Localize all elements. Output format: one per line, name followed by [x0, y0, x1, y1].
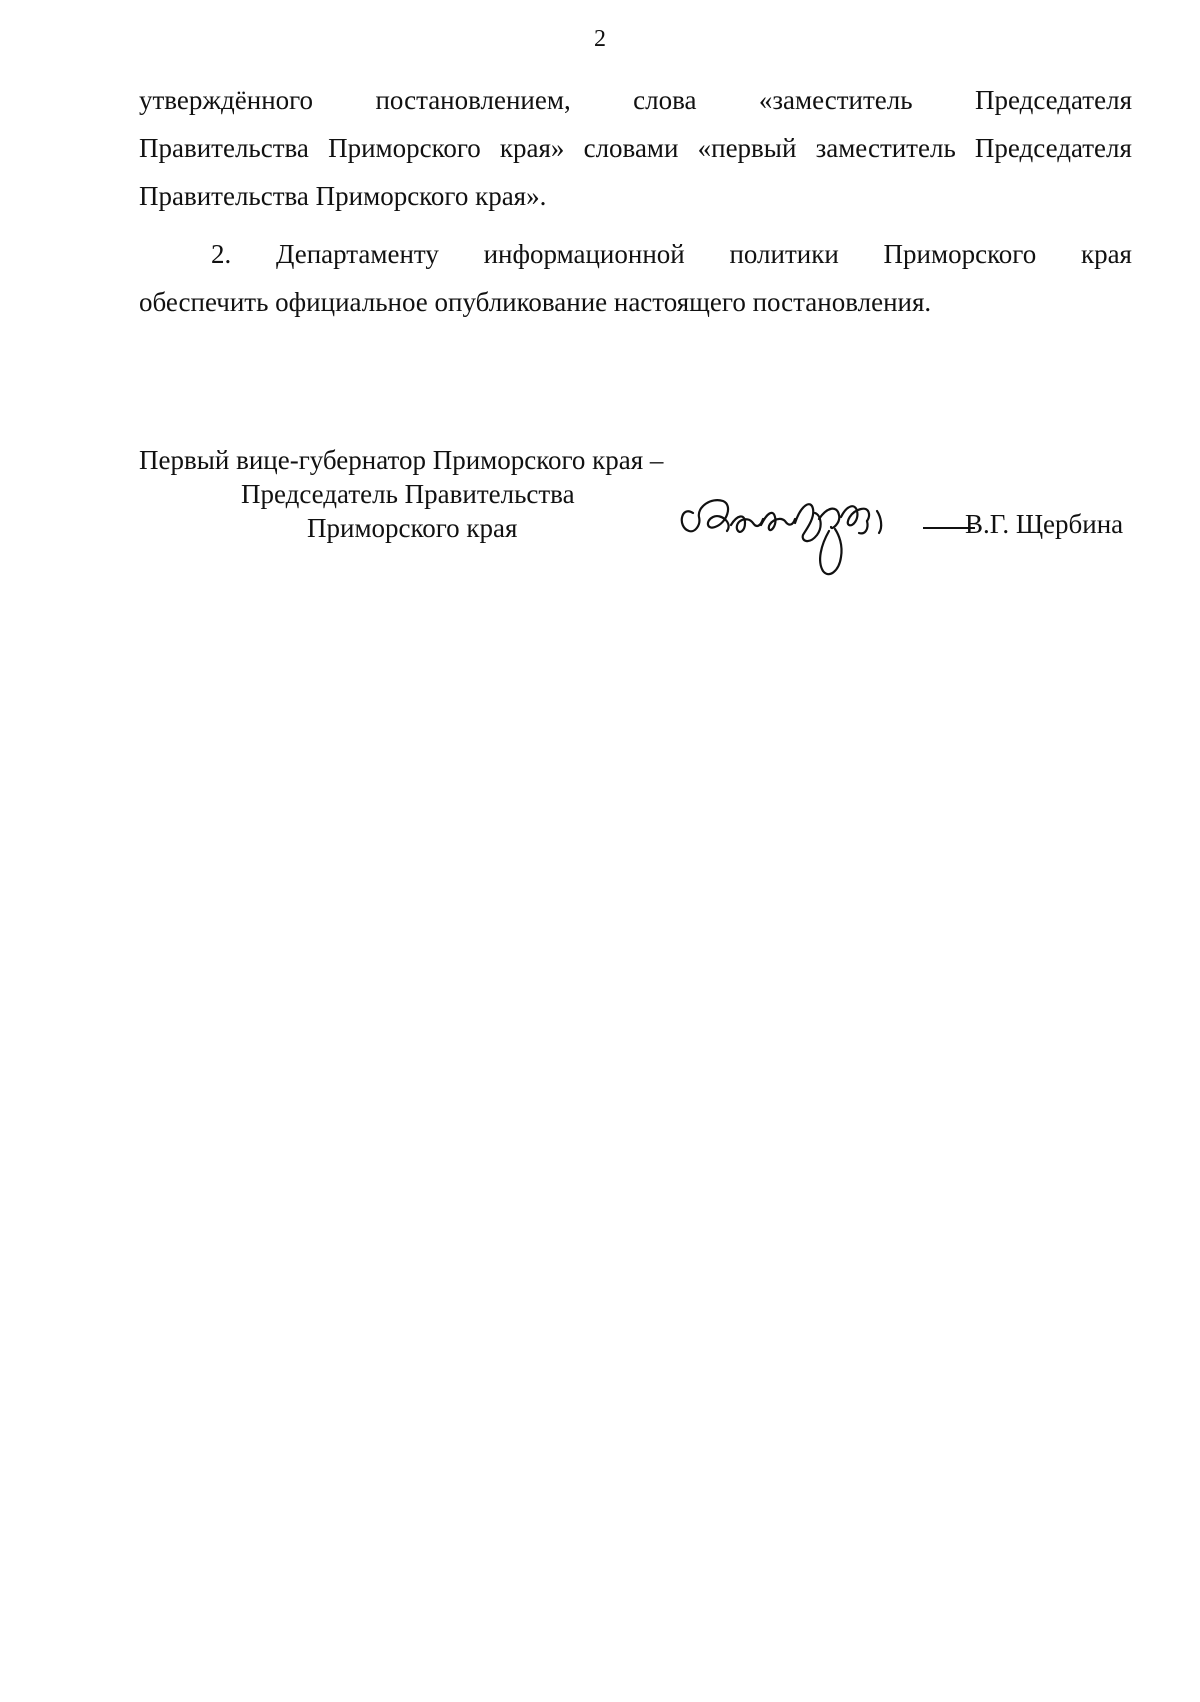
- word: «заместитель: [758, 85, 913, 115]
- word: постановлением,: [375, 85, 571, 115]
- word: Правительства: [139, 133, 309, 163]
- paragraph-2-line-2: обеспечить официальное опубликование настоящего постановления.: [139, 287, 932, 317]
- paragraph-1-line-1: [139, 76, 1132, 124]
- page-number: 2: [594, 26, 606, 52]
- word: информационной: [483, 239, 685, 269]
- word: слова: [633, 85, 697, 115]
- word: словами: [583, 133, 679, 163]
- word: Председателя: [974, 133, 1132, 163]
- signature-block: [139, 445, 1139, 605]
- handwritten-signature: [671, 475, 911, 585]
- word: утверждённого: [139, 85, 314, 115]
- signer-name: В.Г. Щербина: [965, 509, 1124, 539]
- word: Приморского: [883, 239, 1037, 269]
- paragraph-2: [139, 230, 1132, 326]
- word: политики: [729, 239, 839, 269]
- signer-title-line-2: Председатель Правительства: [241, 479, 575, 509]
- word: заместитель: [815, 133, 956, 163]
- word: 2.: [211, 239, 232, 269]
- document-body: [139, 76, 1132, 336]
- word: края: [1080, 239, 1132, 269]
- signer-title-line-3: Приморского края: [307, 513, 518, 543]
- paragraph-1-line-2: [139, 124, 1132, 172]
- signer-title-line-1: Первый вице-губернатор Приморского края –: [139, 445, 664, 475]
- word: «первый: [697, 133, 797, 163]
- paragraph-2-line-1: [139, 230, 1132, 278]
- paragraph-1: [139, 76, 1132, 220]
- word: края»: [499, 133, 565, 163]
- word: Председателя: [974, 85, 1132, 115]
- word: Приморского: [328, 133, 481, 163]
- word: Департаменту: [275, 239, 439, 269]
- paragraph-1-line-3: Правительства Приморского края».: [139, 181, 547, 211]
